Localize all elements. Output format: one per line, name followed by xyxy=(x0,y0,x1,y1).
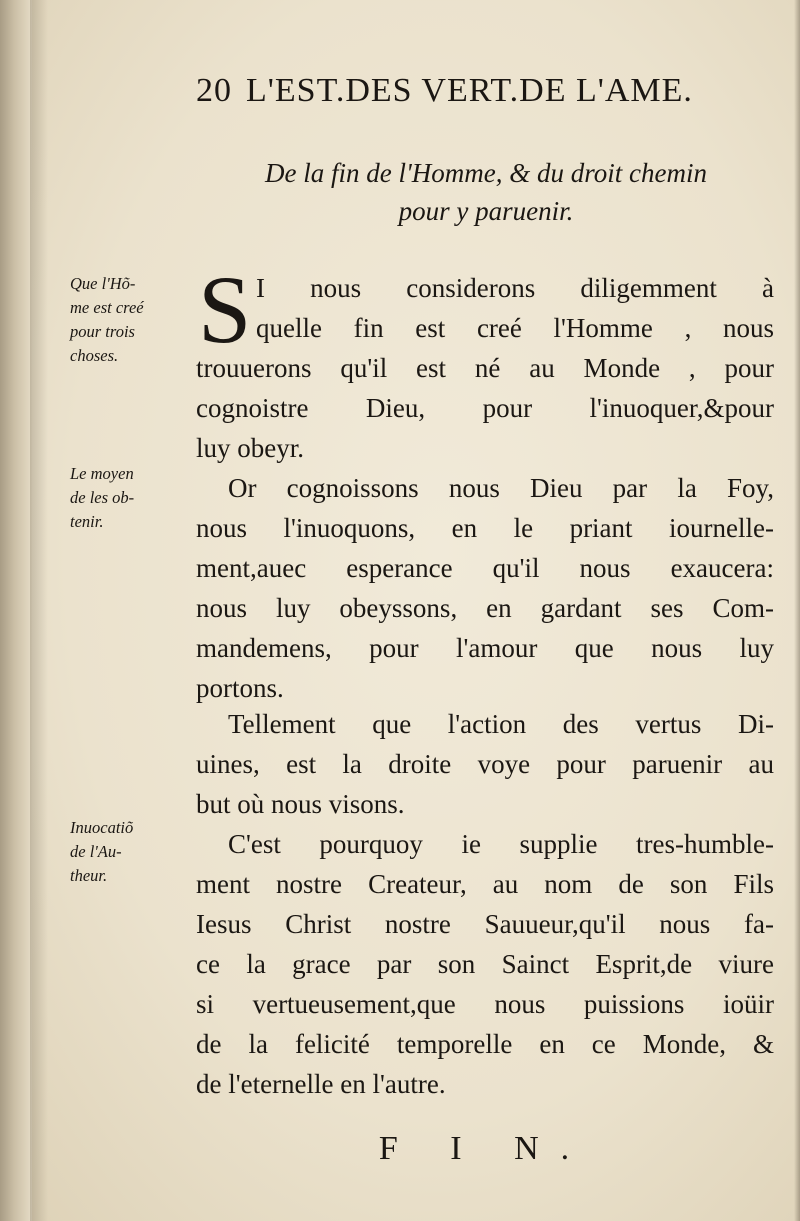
text-line: Iesus Christ nostre Sauueur,qu'il nous fa- xyxy=(196,909,774,939)
text-line: Or cognoissons nous Dieu par la Foy, xyxy=(228,473,774,503)
marginal-note-line: pour trois xyxy=(70,322,135,341)
marginal-note-line: Inuocatiõ xyxy=(70,818,134,837)
text-line: C'est pourquoy ie supplie tres-humble- xyxy=(228,829,774,859)
drop-cap: S xyxy=(198,256,252,363)
marginal-note-3 xyxy=(70,816,188,888)
marginal-note-line: me est creé xyxy=(70,298,144,317)
marginal-note-line: de les ob- xyxy=(70,488,135,507)
page-number: 20 xyxy=(196,72,232,109)
gutter-shadow xyxy=(30,0,48,1221)
marginal-note-line: de l'Au- xyxy=(70,842,122,861)
text-line: si vertueusement,que nous puissions ioüir xyxy=(196,989,774,1019)
section-title-line-2: pour y paruenir. xyxy=(398,196,574,226)
fin-closing: F I N. xyxy=(378,1130,592,1167)
marginal-note-line: choses. xyxy=(70,346,119,365)
running-header xyxy=(196,72,776,116)
text-line: uines, est la droite voye pour paruenir au xyxy=(196,749,774,779)
text-line: nous l'inuoquons, en le priant iournelle- xyxy=(196,513,774,543)
section-title-line-1: De la fin de l'Homme, & du droit chemin xyxy=(265,158,707,188)
text-line: ment,auec esperance qu'il nous exaucera: xyxy=(196,553,774,583)
marginal-note-line: tenir. xyxy=(70,512,104,531)
text-line: luy obeyr. xyxy=(196,433,304,463)
marginal-note-2 xyxy=(70,462,188,534)
marginal-note-line: theur. xyxy=(70,866,108,885)
running-title: L'EST.DES VERT.DE L'AME. xyxy=(246,72,693,109)
text-line: cognoistre Dieu, pour l'inuoquer,&pour xyxy=(196,393,774,423)
text-line: quelle fin est creé l'Homme , nous xyxy=(256,313,774,343)
marginal-note-line: Le moyen xyxy=(70,464,134,483)
text-line: de l'eternelle en l'autre. xyxy=(196,1069,446,1099)
text-line: Tellement que l'action des vertus Di- xyxy=(228,709,774,739)
text-line: trouuerons qu'il est né au Monde , pour xyxy=(196,353,774,383)
text-line: de la felicité temporelle en ce Monde, & xyxy=(196,1029,774,1059)
text-line: mandemens, pour l'amour que nous luy xyxy=(196,633,774,663)
text-line: ment nostre Createur, au nom de son Fils xyxy=(196,869,774,899)
marginal-note-line: Que l'Hõ- xyxy=(70,274,136,293)
text-line: ce la grace par son Sainct Esprit,de viure xyxy=(196,949,774,979)
text-line: nous luy obeyssons, en gardant ses Com- xyxy=(196,593,774,623)
text-line: but où nous visons. xyxy=(196,789,405,819)
page-edge xyxy=(794,0,800,1221)
marginal-note-1 xyxy=(70,272,188,368)
text-line: I nous considerons diligemment à xyxy=(256,273,774,303)
text-line: portons. xyxy=(196,673,284,703)
binding-gutter xyxy=(0,0,32,1221)
